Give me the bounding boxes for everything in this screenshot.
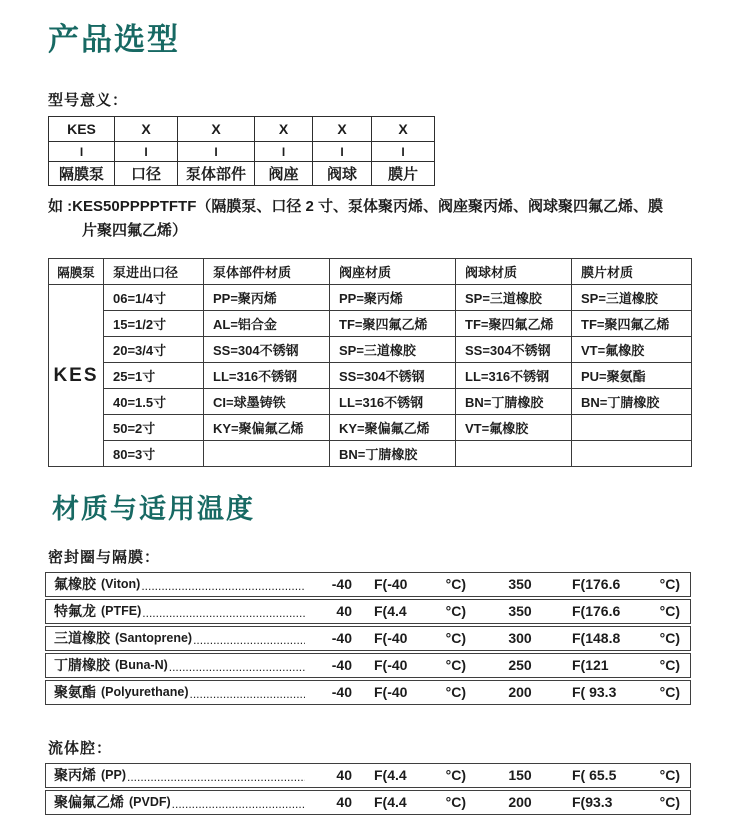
table-cell: 隔膜泵 xyxy=(49,162,115,186)
table-cell: TF=聚四氟乙烯 xyxy=(330,311,456,337)
deg-unit: °C) xyxy=(445,657,466,673)
dot-leader xyxy=(127,765,305,790)
table-cell: I xyxy=(255,142,313,162)
max-temp-c xyxy=(572,790,680,815)
min-temp-f: 40 xyxy=(336,767,352,783)
table-cell: 20=3/4寸 xyxy=(104,337,204,363)
table-cell: LL=316不锈钢 xyxy=(330,389,456,415)
min-temp-c xyxy=(374,790,466,815)
max-temp-f: 350 xyxy=(508,603,532,619)
deg-unit: °C) xyxy=(445,603,466,619)
deg-unit: °C) xyxy=(659,603,680,619)
temp-row xyxy=(45,763,691,788)
table-cell: SP=三道橡胶 xyxy=(456,285,572,311)
temp-row xyxy=(45,680,691,705)
min-temp-c-value: F(-40 xyxy=(374,576,408,592)
table-cell: SP=三道橡胶 xyxy=(330,337,456,363)
column-header: 泵进出口径 xyxy=(104,259,204,285)
max-temp-c-value: F(176.6 xyxy=(572,603,621,619)
table-cell: CI=球墨铸铁 xyxy=(204,389,330,415)
deg-unit: °C) xyxy=(659,630,680,646)
max-temp-f: 200 xyxy=(508,794,532,810)
table-cell: X xyxy=(255,117,313,142)
material-name-en: (Polyurethane) xyxy=(101,685,189,699)
table-cell: KY=聚偏氟乙烯 xyxy=(330,415,456,441)
material-name-en: (Buna-N) xyxy=(115,658,168,672)
min-temp-f: -40 xyxy=(331,684,352,700)
max-temp-f: 300 xyxy=(508,630,532,646)
model-example-line1: 如 :KES50PPPPTFTF（隔膜泵、口径 2 寸、泵体聚丙烯、阀座聚丙烯、阀球聚四氟乙烯、膜 xyxy=(48,198,664,215)
model-code-row xyxy=(49,117,435,142)
dot-leader xyxy=(169,655,305,680)
column-header: 阀球材质 xyxy=(456,259,572,285)
material-name-en: (PVDF) xyxy=(129,795,171,809)
material-name-zh: 聚丙烯 xyxy=(54,767,96,783)
max-temp-c-value: F( 65.5 xyxy=(572,767,617,783)
model-example-line2: 片聚四氟乙烯） xyxy=(82,222,188,239)
table-cell: SS=304不锈钢 xyxy=(330,363,456,389)
max-temp-c-value: F( 93.3 xyxy=(572,684,617,700)
table-cell: I xyxy=(178,142,255,162)
min-temp-c xyxy=(374,572,466,597)
min-temp-c xyxy=(374,626,466,651)
min-temp-f: 40 xyxy=(336,603,352,619)
table-cell: BN=丁腈橡胶 xyxy=(456,389,572,415)
material-name-en: (PP) xyxy=(101,768,126,782)
deg-unit: °C) xyxy=(659,684,680,700)
material-name-zh: 丁腈橡胶 xyxy=(54,657,110,673)
section-title-material-temp: 材质与适用温度 xyxy=(52,494,255,524)
table-row xyxy=(49,415,692,441)
table-cell: TF=聚四氟乙烯 xyxy=(456,311,572,337)
min-temp-c-value: F(-40 xyxy=(374,630,408,646)
table-cell: 15=1/2寸 xyxy=(104,311,204,337)
deg-unit: °C) xyxy=(445,630,466,646)
table-cell: X xyxy=(115,117,178,142)
table-row xyxy=(49,363,692,389)
deg-unit: °C) xyxy=(659,657,680,673)
column-header: 阀座材质 xyxy=(330,259,456,285)
temp-row xyxy=(45,790,691,815)
table-cell: PP=聚丙烯 xyxy=(330,285,456,311)
table-cell: X xyxy=(313,117,372,142)
table-row xyxy=(49,285,692,311)
dot-leader xyxy=(193,628,305,653)
min-temp-f: -40 xyxy=(331,576,352,592)
fluid-section-label: 流体腔： xyxy=(48,740,113,757)
max-temp-f: 250 xyxy=(508,657,532,673)
temp-row xyxy=(45,599,691,624)
material-name-en: (PTFE) xyxy=(101,604,142,618)
table-row xyxy=(49,311,692,337)
deg-unit: °C) xyxy=(659,794,680,810)
table-cell: I xyxy=(372,142,435,162)
min-temp-f: -40 xyxy=(331,657,352,673)
min-temp-c-value: F(-40 xyxy=(374,657,408,673)
table-cell xyxy=(456,441,572,467)
min-temp-c xyxy=(374,653,466,678)
max-temp-c-value: F(121 xyxy=(572,657,609,673)
deg-unit: °C) xyxy=(445,767,466,783)
table-cell: 阀球 xyxy=(313,162,372,186)
table-cell: 40=1.5寸 xyxy=(104,389,204,415)
table-cell: TF=聚四氟乙烯 xyxy=(572,311,692,337)
material-name-zh: 氟橡胶 xyxy=(54,576,96,592)
temp-row xyxy=(45,626,691,651)
table-cell: PP=聚丙烯 xyxy=(204,285,330,311)
table-cell: BN=丁腈橡胶 xyxy=(330,441,456,467)
deg-unit: °C) xyxy=(445,794,466,810)
table-cell: 25=1寸 xyxy=(104,363,204,389)
model-connector-row xyxy=(49,142,435,162)
max-temp-c xyxy=(572,680,680,705)
model-part-row xyxy=(49,162,435,186)
min-temp-c-value: F(4.4 xyxy=(374,767,407,783)
material-name-en: (Santoprene) xyxy=(115,631,193,645)
deg-unit: °C) xyxy=(659,767,680,783)
column-header: 膜片材质 xyxy=(572,259,692,285)
min-temp-c xyxy=(374,599,466,624)
table-cell: SS=304不锈钢 xyxy=(456,337,572,363)
max-temp-f: 150 xyxy=(508,767,532,783)
max-temp-c-value: F(93.3 xyxy=(572,794,613,810)
table-cell xyxy=(204,441,330,467)
min-temp-f: -40 xyxy=(331,630,352,646)
max-temp-c-value: F(148.8 xyxy=(572,630,621,646)
max-temp-c xyxy=(572,653,680,678)
selection-table xyxy=(48,258,692,467)
deg-unit: °C) xyxy=(445,684,466,700)
material-name-zh: 特氟龙 xyxy=(54,603,96,619)
series-code-cell: KES xyxy=(49,285,104,467)
model-meaning-label: 型号意义： xyxy=(48,92,129,109)
max-temp-c xyxy=(572,572,680,597)
seal-temp-table xyxy=(45,572,691,705)
table-cell: BN=丁腈橡胶 xyxy=(572,389,692,415)
table-cell xyxy=(572,441,692,467)
material-name-zh: 聚氨酯 xyxy=(54,684,96,700)
table-cell: I xyxy=(49,142,115,162)
min-temp-c xyxy=(374,763,466,788)
max-temp-c xyxy=(572,599,680,624)
dot-leader xyxy=(142,601,305,626)
column-header: 隔膜泵 xyxy=(49,259,104,285)
table-cell: 50=2寸 xyxy=(104,415,204,441)
table-row xyxy=(49,441,692,467)
max-temp-c xyxy=(572,626,680,651)
table-cell: X xyxy=(372,117,435,142)
min-temp-c-value: F(4.4 xyxy=(374,603,407,619)
table-cell: PU=聚氨酯 xyxy=(572,363,692,389)
temp-row xyxy=(45,572,691,597)
table-cell: 阀座 xyxy=(255,162,313,186)
temp-row xyxy=(45,653,691,678)
table-cell: I xyxy=(115,142,178,162)
table-cell: 泵体部件 xyxy=(178,162,255,186)
seal-section-label: 密封圈与隔膜： xyxy=(48,549,161,566)
page-title: 产品选型 xyxy=(48,22,180,57)
material-name-en: (Viton) xyxy=(101,577,141,591)
table-cell: SP=三道橡胶 xyxy=(572,285,692,311)
column-header: 泵体部件材质 xyxy=(204,259,330,285)
max-temp-c xyxy=(572,763,680,788)
deg-unit: °C) xyxy=(659,576,680,592)
min-temp-c-value: F(-40 xyxy=(374,684,408,700)
deg-unit: °C) xyxy=(445,576,466,592)
min-temp-c xyxy=(374,680,466,705)
table-row xyxy=(49,389,692,415)
min-temp-c-value: F(4.4 xyxy=(374,794,407,810)
table-cell: LL=316不锈钢 xyxy=(456,363,572,389)
material-name-zh: 三道橡胶 xyxy=(54,630,110,646)
table-cell: X xyxy=(178,117,255,142)
selection-header-row xyxy=(49,259,692,285)
table-cell: 80=3寸 xyxy=(104,441,204,467)
table-row xyxy=(49,337,692,363)
max-temp-f: 200 xyxy=(508,684,532,700)
table-cell: I xyxy=(313,142,372,162)
table-cell: AL=铝合金 xyxy=(204,311,330,337)
dot-leader xyxy=(141,574,305,599)
fluid-temp-table xyxy=(45,763,691,815)
max-temp-c-value: F(176.6 xyxy=(572,576,621,592)
model-example xyxy=(48,195,710,243)
dot-leader xyxy=(190,682,305,707)
table-cell: LL=316不锈钢 xyxy=(204,363,330,389)
table-cell: 膜片 xyxy=(372,162,435,186)
table-cell: 06=1/4寸 xyxy=(104,285,204,311)
table-cell: KES xyxy=(49,117,115,142)
table-cell: VT=氟橡胶 xyxy=(572,337,692,363)
table-cell: KY=聚偏氟乙烯 xyxy=(204,415,330,441)
table-cell xyxy=(572,415,692,441)
max-temp-f: 350 xyxy=(508,576,532,592)
table-cell: SS=304不锈钢 xyxy=(204,337,330,363)
table-cell: 口径 xyxy=(115,162,178,186)
model-code-table xyxy=(48,116,435,186)
min-temp-f: 40 xyxy=(336,794,352,810)
table-cell: VT=氟橡胶 xyxy=(456,415,572,441)
dot-leader xyxy=(172,792,305,817)
material-name-zh: 聚偏氟乙烯 xyxy=(54,794,124,810)
